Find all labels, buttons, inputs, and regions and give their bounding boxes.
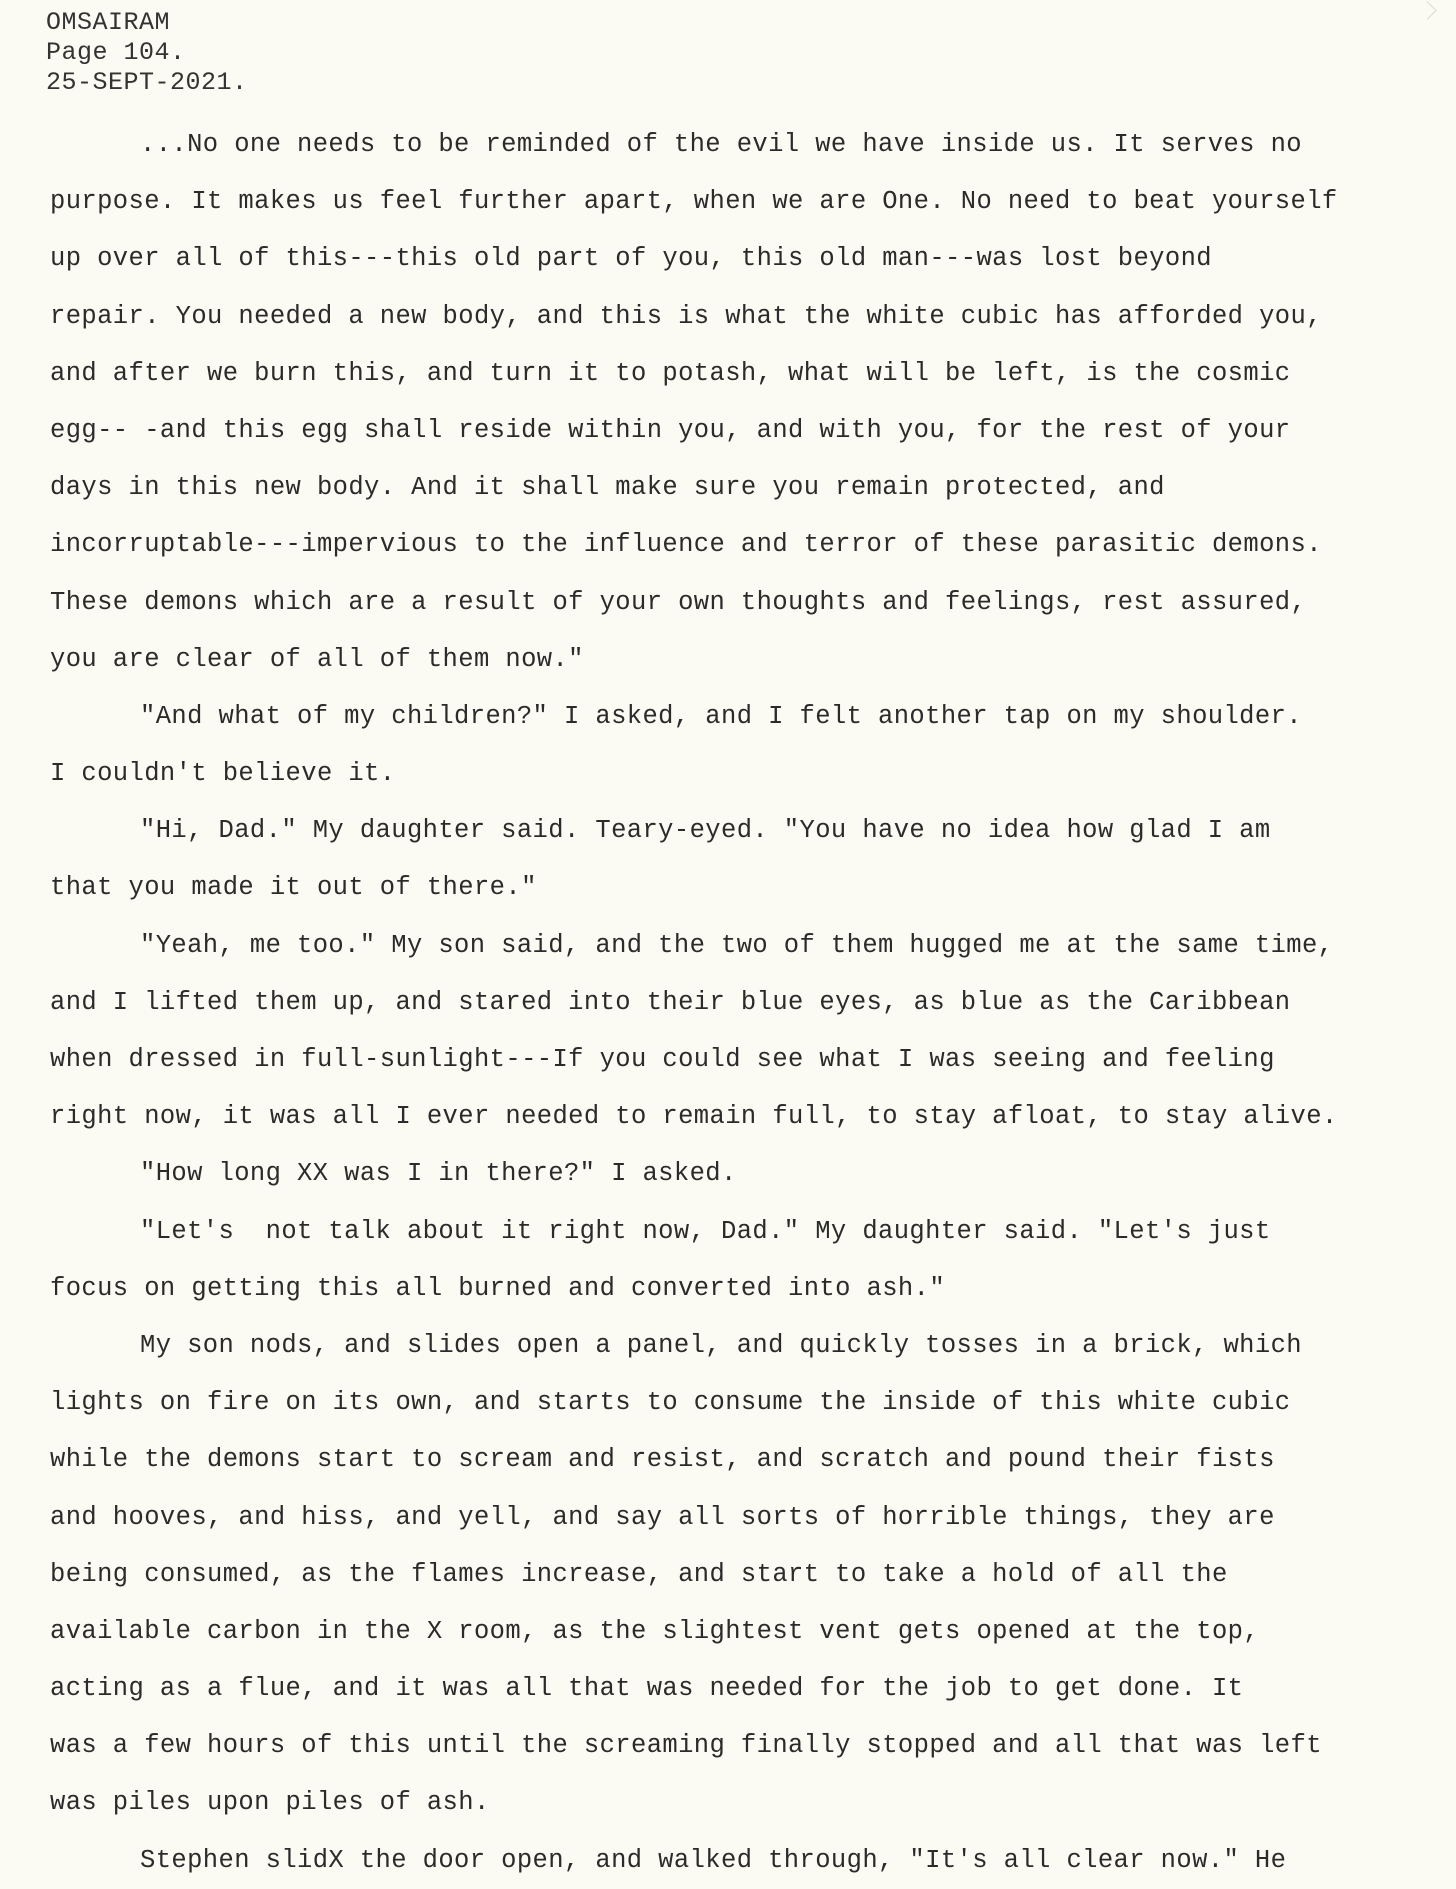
text-line: being consumed, as the flames increase, and start to take a hold of all the [50,1559,1228,1589]
text-line: egg-- -and this egg shall reside within you, and with you, for the rest of your [50,415,1291,445]
text-line: and after we burn this, and turn it to potash, what will be left, is the cosmic [50,358,1291,388]
page-header [46,8,248,98]
text-line: when dressed in full-sunlight---If you could see what I was seeing and feeling [50,1045,1275,1074]
text-line: "Let's not talk about it right now, Dad." My daughter said. "Let's just [140,1216,1271,1246]
text-line: "And what of my children?" I asked, and I felt another tap on my shoulder. [140,701,1302,731]
body-text [50,116,1450,1889]
text-line: right now, it was all I ever needed to remain full, to stay afloat, to stay alive. [50,1102,1338,1132]
text-line: focus on getting this all burned and converted into ash." [50,1273,946,1303]
text-line: days in this new body. And it shall make sure you remain protected, and [50,473,1165,503]
header-page-number: Page 104. [46,38,186,67]
text-line: incorruptable---impervious to the influence and terror of these parasitic demons. [50,530,1322,560]
text-line: up over all of this---this old part of you, this old man---was lost beyond [50,244,1212,274]
text-line: "How long XX was I in there?" I asked. [140,1159,737,1189]
text-line: you are clear of all of them now." [50,644,584,674]
paper-corner-mark [1418,1,1436,19]
text-line: I couldn't believe it. [50,759,396,789]
text-line: and hooves, and hiss, and yell, and say all sorts of horrible things, they are [50,1502,1275,1532]
text-line: acting as a flue, and it was all that was needed for the job to get done. It [50,1674,1244,1704]
text-line: that you made it out of there." [50,873,537,903]
text-line: was a few hours of this until the screaming finally stopped and all that was left [50,1731,1322,1761]
text-line: repair. You needed a new body, and this is what the white cubic has afforded you, [50,301,1322,331]
text-line: purpose. It makes us feel further apart, when we are One. No need to beat yourself [50,187,1338,217]
text-line: "Yeah, me too." My son said, and the two of them hugged me at the same time, [140,930,1334,960]
text-line: Stephen slidX the door open, and walked through, "It's all clear now." He [140,1845,1287,1875]
text-line: was piles upon piles of ash. [50,1788,490,1818]
text-line: while the demons start to scream and resist, and scratch and pound their fists [50,1445,1275,1475]
text-line: lights on fire on its own, and starts to consume the inside of this white cubic [50,1388,1291,1418]
header-title: OMSAIRAM [46,8,171,37]
text-line: "Hi, Dad." My daughter said. Teary-eyed. "You have no idea how glad I am [140,816,1271,846]
text-line: My son nods, and slides open a panel, and quickly tosses in a brick, which [140,1330,1302,1360]
text-line: available carbon in the X room, as the slightest vent gets opened at the top, [50,1616,1260,1646]
header-date: 25-SEPT-2021. [46,68,248,97]
text-line: ...No one needs to be reminded of the evil we have inside us. It serves no [140,130,1302,159]
text-line: These demons which are a result of your own thoughts and feelings, rest assured, [50,587,1307,617]
text-line: and I lifted them up, and stared into their blue eyes, as blue as the Caribbean [50,987,1291,1017]
